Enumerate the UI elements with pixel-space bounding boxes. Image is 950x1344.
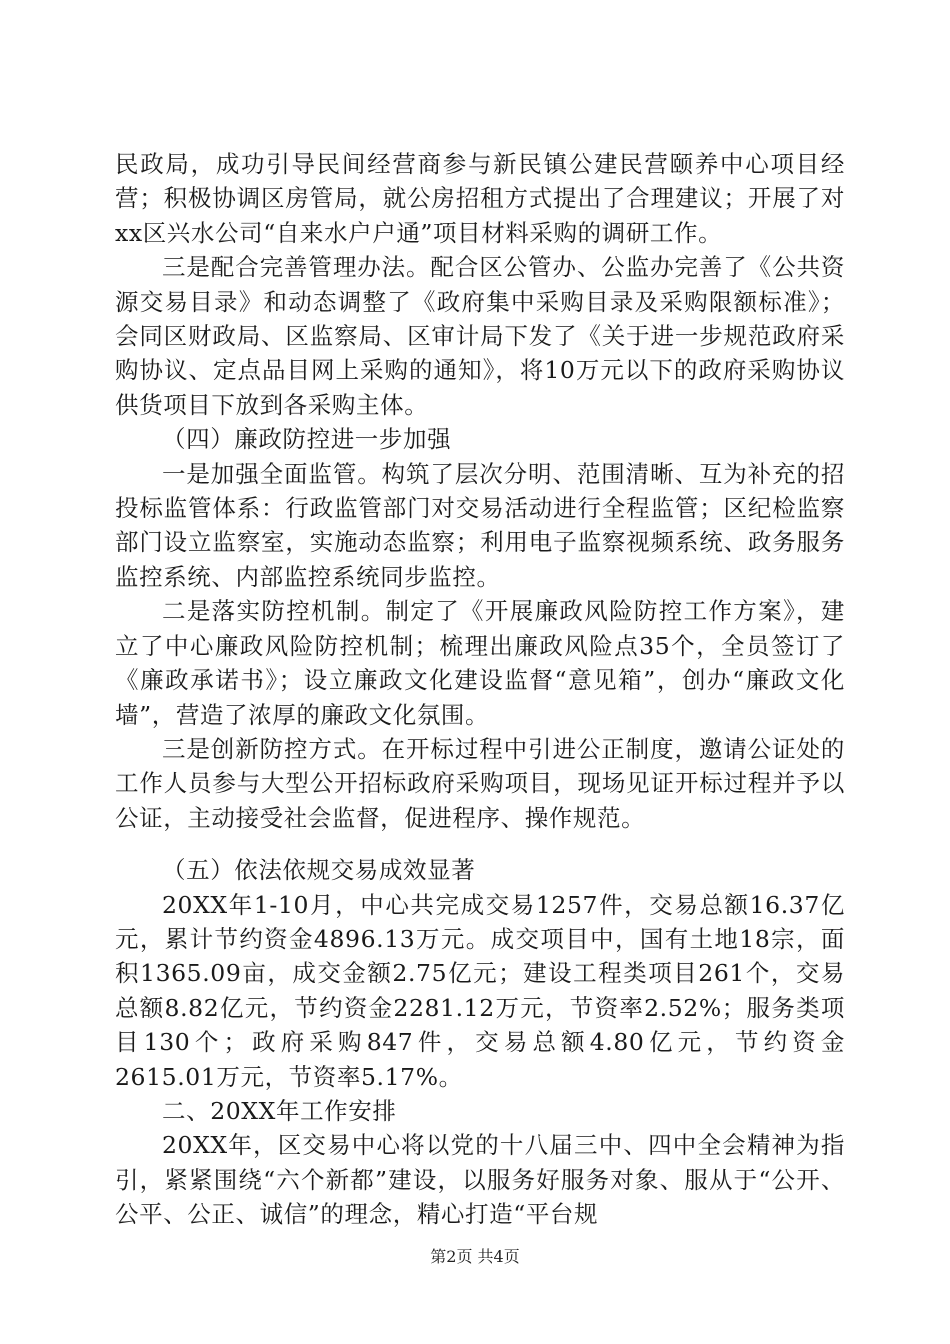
- page-number-label: 第2页 共4页: [430, 1247, 520, 1266]
- paragraph-work-plan: 20XX年，区交易中心将以党的十八届三中、四中全会精神为指引，紧紧围绕“六个新都”建设，以服务好服务对象、服从于“公开、公平、公正、诚信”的理念，精心打造“平台规: [115, 1131, 845, 1229]
- document-body: [115, 147, 845, 1232]
- paragraph-management-measures: 三是配合完善管理办法。配合区公管办、公监办完善了《公共资源交易目录》和动态调整了《政府集中采购目录及采购限额标准》；会同区财政局、区监察局、区审计局下发了《关于进一步规范政府采购协议、定点品目网上采购的通知》，将10万元以下的政府采购协议供货项目下放到各采购主体。: [115, 253, 845, 419]
- paragraph-prevention-mechanism: 二是落实防控机制。制定了《开展廉政风险防控工作方案》，建立了中心廉政风险防控机制；梳理出廉政风险点35个，全员签订了《廉政承诺书》；设立廉政文化建设监督“意见箱”，创办“廉政文化墙”，营造了浓厚的廉政文化氛围。: [115, 597, 845, 729]
- section-heading-trading-results: （五）依法依规交易成效显著: [162, 856, 476, 885]
- paragraph-continued: 民政局，成功引导民间经营商参与新民镇公建民营颐养中心项目经营；积极协调区房管局，就公房招租方式提出了合理建议；开展了对xx区兴水公司“自来水户户通”项目材料采购的调研工作。: [115, 150, 845, 247]
- page-footer: [0, 1244, 950, 1267]
- paragraph-trading-statistics: 20XX年1-10月，中心共完成交易1257件，交易总额16.37亿元，累计节约资金4896.13万元。成交项目中，国有土地18宗，面积1365.09亩，成交金额2.75亿元；建设工程类项目261个，交易总额8.82亿元，节约资金2281.12万元，节资率2.52%；服务类项目130个；政府采购847件，交易总额4.80亿元，节约资金2615.01万元，节资率5.17%。: [115, 890, 845, 1091]
- paragraph-prevention-methods: 三是创新防控方式。在开标过程中引进公正制度，邀请公证处的工作人员参与大型公开招标政府采购项目，现场见证开标过程并予以公证，主动接受社会监督，促进程序、操作规范。: [115, 734, 845, 832]
- section-heading-work-plan: 二、20XX年工作安排: [162, 1096, 397, 1125]
- paragraph-supervision: 一是加强全面监管。构筑了层次分明、范围清晰、互为补充的招投标监管体系：行政监管部门对交易活动进行全程监管；区纪检监察部门设立监察室，实施动态监察；利用电子监察视频系统、政务服务监控系统、内部监控系统同步监控。: [115, 459, 845, 591]
- section-heading-integrity: （四）廉政防控进一步加强: [162, 425, 452, 454]
